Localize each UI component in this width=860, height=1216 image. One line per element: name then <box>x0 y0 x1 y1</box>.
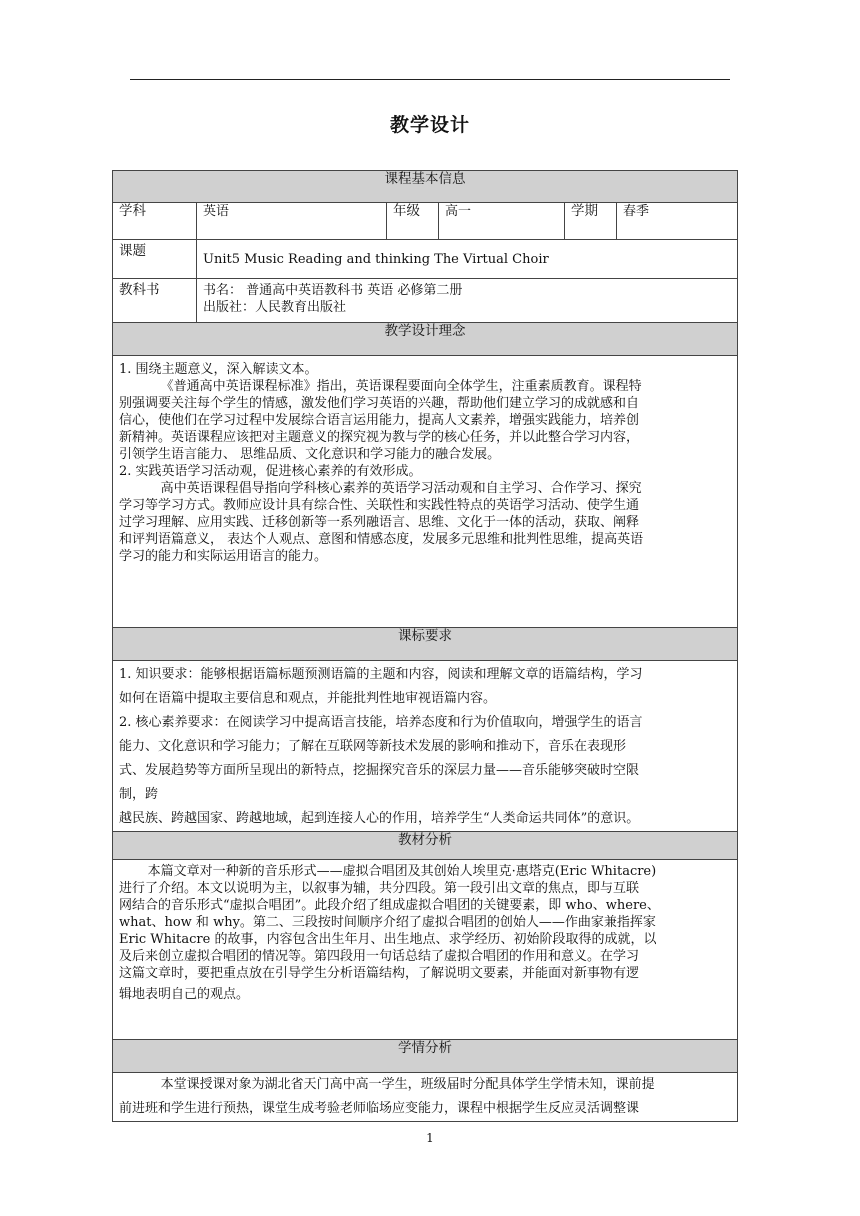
analysis-line: Eric Whitacre 的故事，内容包含出生年月、出生地点、求学经历、初始阶段取得的成就，以 <box>119 932 657 947</box>
info-row-topic <box>113 240 738 279</box>
concept-line: 学习的能力和实际运用语言的能力。 <box>119 549 328 564</box>
concept-heading-1: 1. 围绕主题意义，深入解读文本。 <box>119 362 318 377</box>
section-header-basic-info: 课程基本信息 <box>113 171 738 203</box>
analysis-line: 进行了介绍。本文以说明为主，以叙事为辅，共分四段。第一段引出文章的焦点，即与互联 <box>119 881 640 896</box>
requirement-line: 越民族、跨越国家、跨越地域，起到连接人心的作用，培养学生“人类命运共同体”的意识。 <box>119 811 640 826</box>
book-name: 书名： 普通高中英语教科书 英语 必修第二册 <box>203 283 463 298</box>
concept-line: 引领学生语言能力、 思维品质、文化意识和学习能力的融合发展。 <box>119 447 501 462</box>
concept-heading-2: 2. 实践英语学习活动观，促进核心素养的有效形成。 <box>119 464 422 479</box>
learner-analysis-body <box>113 1073 738 1122</box>
grade-label: 年级 <box>387 203 439 240</box>
learner-line: 前进班和学生进行预热，课堂生成考验老师临场应变能力，课程中根据学生反应灵活调整课 <box>119 1101 640 1116</box>
info-row-subject <box>113 203 738 240</box>
subject-value: 英语 <box>197 203 387 240</box>
term-value: 春季 <box>617 203 738 240</box>
concept-line: 《普通高中英语课程标准》指出，英语课程要面向全体学生，注重素质教育。课程特 <box>160 379 642 394</box>
document-title: 教学设计 <box>389 114 470 136</box>
textbook-value <box>197 279 738 323</box>
section-header-textbook-analysis: 教材分析 <box>113 832 738 860</box>
analysis-line: 辑地表明自己的观点。 <box>119 987 250 1002</box>
requirement-line: 能力、文化意识和学习能力；了解在互联网等新技术发展的影响和推动下，音乐在表现形 <box>119 739 627 754</box>
concept-line: 和评判语篇意义， 表达个人观点、意图和情感态度，发展多元思维和批判性思维，提高英语 <box>119 532 644 547</box>
requirement-line: 2. 核心素养要求：在阅读学习中提高语言技能，培养态度和行为价值取向，增强学生的语言 <box>119 715 643 730</box>
info-row-textbook <box>113 279 738 323</box>
analysis-line: 网结合的音乐形式“虚拟合唱团”。此段介绍了组成虚拟合唱团的关键要素，即 who、where、 <box>119 898 660 913</box>
analysis-line: 及后来创立虚拟合唱团的情况等。第四段用一句话总结了虚拟合唱团的作用和意义。在学习 <box>119 949 640 964</box>
header-rule <box>130 79 730 80</box>
concept-line: 信心，使他们在学习过程中发展综合语言运用能力，提高人文素养，增强实践能力，培养创 <box>119 413 640 428</box>
requirement-line: 制，跨 <box>119 787 159 802</box>
analysis-line: what、how 和 why。第二、三段按时间顺序介绍了虚拟合唱团的创始人——作曲家兼指挥家 <box>119 915 656 930</box>
section-header-design-concept: 教学设计理念 <box>113 323 738 356</box>
analysis-line: 本篇文章对一种新的音乐形式——虚拟合唱团及其创始人埃里克·惠塔克(Eric Whitacre) <box>147 864 657 879</box>
publisher: 出版社：人民教育出版社 <box>203 300 347 315</box>
textbook-label: 教科书 <box>113 279 197 323</box>
term-label: 学期 <box>565 203 617 240</box>
subject-label: 学科 <box>113 203 197 240</box>
concept-line: 高中英语课程倡导指向学科核心素养的英语学习活动观和自主学习、合作学习、探究 <box>160 481 642 496</box>
design-table <box>112 170 738 1122</box>
grade-value: 高一 <box>439 203 565 240</box>
analysis-line: 这篇文章时，要把重点放在引导学生分析语篇结构，了解说明文要素，并能面对新事物有逻 <box>119 966 640 981</box>
topic-value: Unit5 Music Reading and thinking The Virtual Choir <box>197 240 738 279</box>
requirement-line: 如何在语篇中提取主要信息和观点，并能批判性地审视语篇内容。 <box>119 691 497 706</box>
concept-line: 别强调要关注每个学生的情感，激发他们学习英语的兴趣，帮助他们建立学习的成就感和自 <box>119 396 640 411</box>
design-concept-body <box>113 356 738 628</box>
section-header-curriculum-requirements: 课标要求 <box>113 628 738 661</box>
learner-line: 本堂课授课对象为湖北省天门高中高一学生，班级届时分配具体学生学情未知，课前提 <box>160 1077 655 1092</box>
requirements-body <box>113 661 738 832</box>
page-number: 1 <box>426 1131 434 1145</box>
concept-line: 新精神。英语课程应该把对主题意义的探究视为教与学的核心任务，并以此整合学习内容， <box>119 430 640 445</box>
requirement-line: 1. 知识要求：能够根据语篇标题预测语篇的主题和内容，阅读和理解文章的语篇结构，学习 <box>119 667 643 682</box>
textbook-analysis-body <box>113 860 738 1040</box>
concept-line: 过学习理解、应用实践、迁移创新等一系列融语言、思维、文化于一体的活动，获取、阐释 <box>119 515 640 530</box>
section-header-learner-analysis: 学情分析 <box>113 1040 738 1073</box>
topic-label: 课题 <box>113 240 197 279</box>
concept-line: 学习等学习方式。教师应设计具有综合性、关联性和实践性特点的英语学习活动、使学生通 <box>119 498 640 513</box>
requirement-line: 式、发展趋势等方面所呈现出的新特点，挖掘探究音乐的深层力量——音乐能够突破时空限 <box>119 763 640 778</box>
